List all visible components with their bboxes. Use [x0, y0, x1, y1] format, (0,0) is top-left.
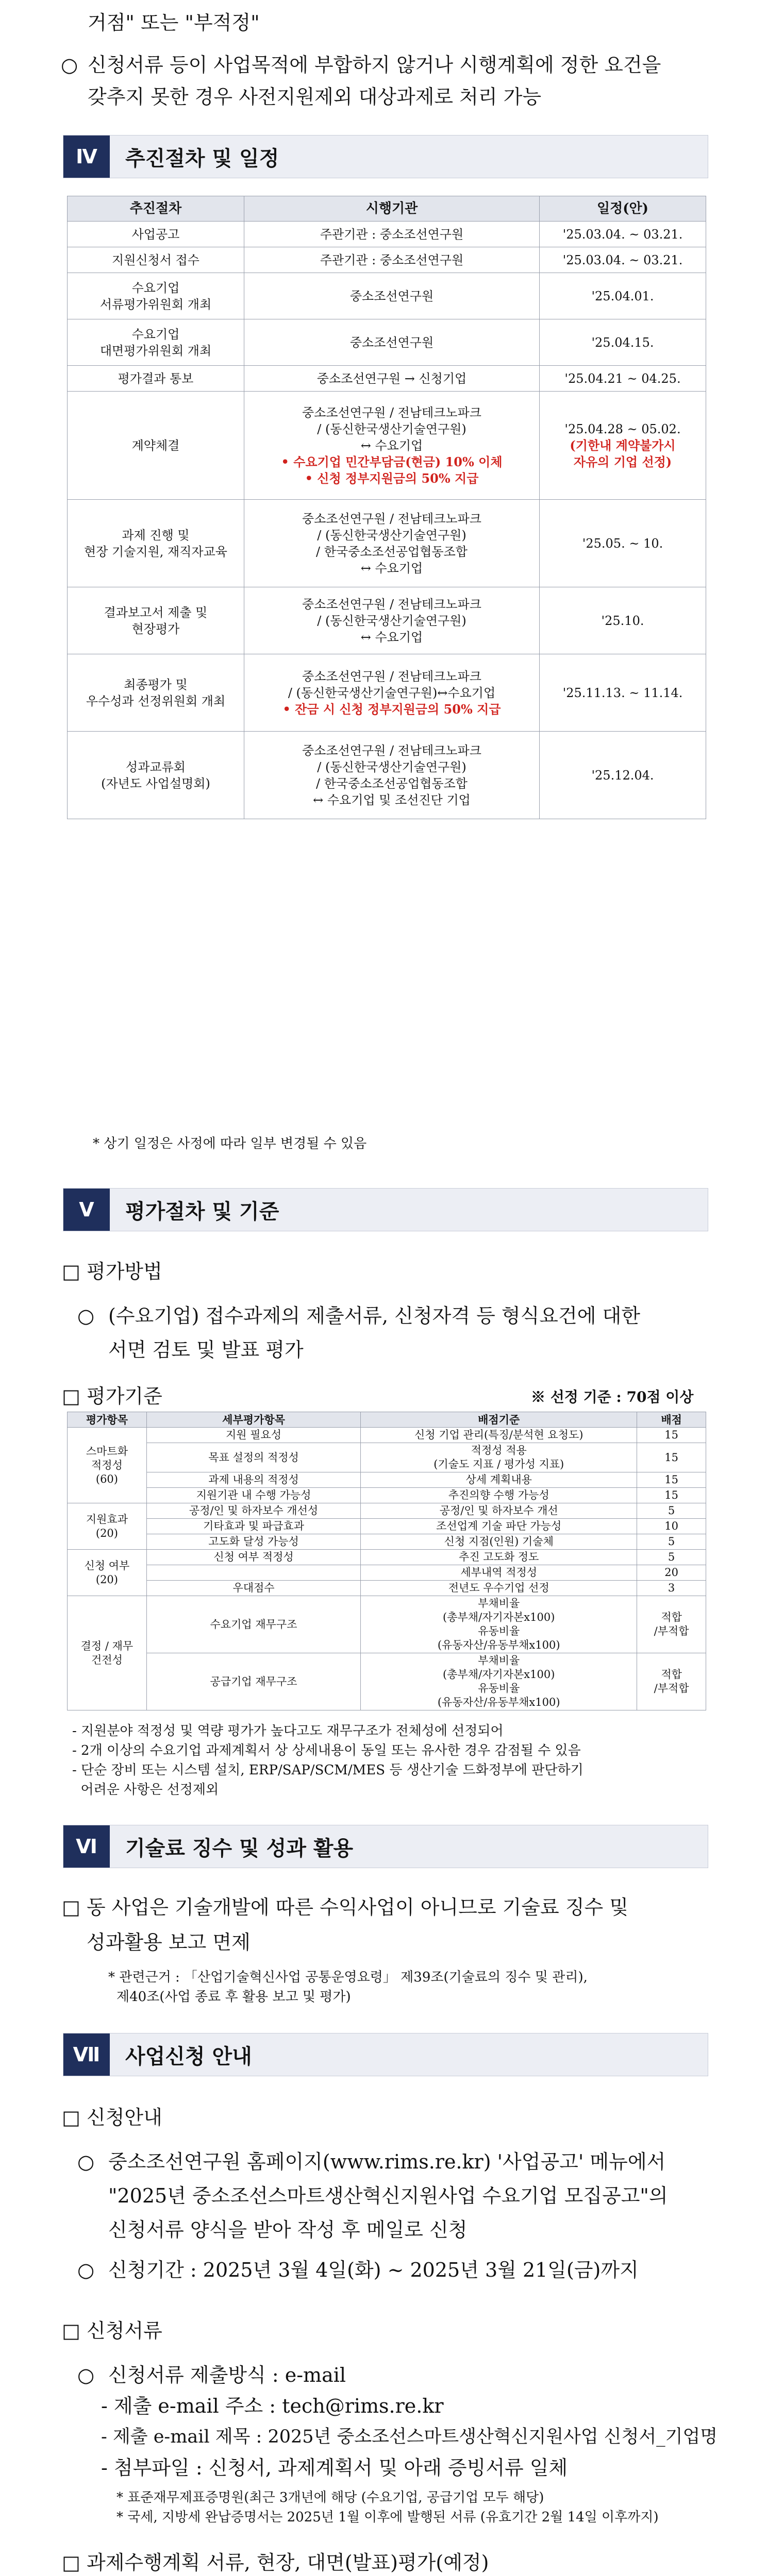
- process-org-line: 중소조선연구원 / 전남테크노파크: [302, 511, 481, 526]
- process-row: [68, 654, 706, 732]
- process-row: [68, 392, 706, 500]
- process-step: 평가결과 통보: [68, 366, 244, 392]
- eval-basis: 신청 기업 관리(특징/분석현 요청도): [361, 1428, 637, 1443]
- eval-basis: 추진의향 수행 가능성: [361, 1488, 637, 1503]
- eval-header-category: 평가항목: [68, 1412, 147, 1428]
- eval-score: 5: [637, 1534, 706, 1550]
- section-number: Ⅶ: [63, 2033, 110, 2076]
- eval-item: 고도화 달성 가능성: [146, 1534, 360, 1550]
- process-date: [540, 654, 706, 732]
- square-bullet: □: [62, 2106, 80, 2129]
- bullet-circle: ○: [61, 54, 78, 76]
- process-org-line: 중소조선연구원 / 전남테크노파크: [302, 597, 481, 612]
- process-org: [244, 247, 540, 273]
- process-org-line: • 잔금 시 신청 정부지원금의 50% 지급: [282, 701, 501, 717]
- process-org-line: ↔ 수요기업: [360, 438, 423, 453]
- schedule-note: * 상기 일정은 사정에 따라 일부 변경될 수 있음: [93, 1136, 367, 1151]
- process-date-line: '25.04.01.: [591, 289, 654, 303]
- eval-note-2: - 2개 이상의 수요기업 과제계획서 상 상세내용이 동일 또는 유사한 경우 감점될 수 있음: [72, 1743, 581, 1758]
- eval-note-1: - 지원분야 적정성 및 역량 평가가 높다고도 재무구조가 전체성에 선정되어: [72, 1723, 504, 1739]
- eval-category: 스마트화 적정성 (60): [68, 1428, 147, 1503]
- process-org-line: / (동신한국생산기술연구원): [317, 759, 466, 774]
- process-step: 수요기업 서류평가위원회 개최: [68, 273, 244, 319]
- process-date: [540, 732, 706, 819]
- eval-row: [68, 1488, 706, 1503]
- eval-item: [146, 1565, 360, 1581]
- eval-row: [68, 1534, 706, 1550]
- process-step: 사업공고: [68, 222, 244, 247]
- circle-bullet: ○: [77, 1304, 95, 1327]
- eval-header-basis: 배점기준: [361, 1412, 637, 1428]
- royalty-text-1: 동 사업은 기술개발에 따른 수익사업이 아니므로 기술료 징수 및: [87, 1896, 629, 1919]
- eval-basis: 신청 지점(인원) 기술체: [361, 1534, 637, 1550]
- criteria-note: ※ 선정 기준 : 70점 이상: [531, 1388, 694, 1405]
- docs-email-subject: - 제출 e-mail 제목 : 2025년 중소조선스마트생산혁신지원사업 신청서_기업명: [101, 2427, 718, 2447]
- eval-basis: 공정/인 및 하자보수 개선: [361, 1503, 637, 1519]
- method-text-2: 서면 검토 및 발표 평가: [108, 1338, 304, 1361]
- process-table: [67, 196, 706, 819]
- process-org: [244, 732, 540, 819]
- process-date-line: '25.04.21 ~ 04.25.: [564, 371, 681, 386]
- eval-item: 과제 내용의 적정성: [146, 1472, 360, 1488]
- process-date: [540, 500, 706, 587]
- method-text-1: (수요기업) 접수과제의 제출서류, 신청자격 등 형식요건에 대한: [108, 1304, 640, 1327]
- docs-note-2: * 국세, 지방세 완납증명서는 2025년 1월 이후에 발행된 서류 (유효기간 2월 14일 이후까지): [116, 2510, 659, 2525]
- process-org: [244, 392, 540, 500]
- process-date-line: '25.10.: [601, 613, 644, 628]
- eval-basis: 부채비율 (총부채/자기자본x100) 유동비율 (유동자산/유동부채x100): [361, 1653, 637, 1710]
- eval-row: [68, 1653, 706, 1710]
- eval-header-score: 배점: [637, 1412, 706, 1428]
- header-step: 추진절차: [68, 196, 244, 222]
- section-vi-header: [63, 1825, 708, 1868]
- process-date: [540, 366, 706, 392]
- eval-basis: 전년도 우수기업 선정: [361, 1581, 637, 1596]
- method-title: 평가방법: [87, 1260, 162, 1283]
- apply-text-2: "2025년 중소조선스마트생산혁신지원사업 수요기업 모집공고"의: [108, 2184, 668, 2207]
- eval-score: 적합 /부적합: [637, 1596, 706, 1653]
- process-org-line: ↔ 수요기업: [360, 630, 423, 645]
- process-org: [244, 222, 540, 247]
- process-org-line: 주관기관 : 중소조선연구원: [320, 227, 464, 242]
- section-v-header: [63, 1188, 708, 1231]
- top-line-3: 갖추지 못한 경우 사전지원제외 대상과제로 처리 가능: [88, 86, 542, 108]
- square-bullet: □: [62, 1385, 80, 1408]
- eval-score: 15: [637, 1488, 706, 1503]
- section-title: 추진절차 및 일정: [125, 146, 279, 171]
- top-line-2: 신청서류 등이 사업목적에 부합하지 않거나 시행계획에 정한 요건을: [88, 54, 661, 76]
- process-row: [68, 587, 706, 654]
- process-date: [540, 247, 706, 273]
- apply-text-3: 신청서류 양식을 받아 작성 후 메일로 신청: [108, 2218, 468, 2241]
- section-title: 사업신청 안내: [125, 2044, 252, 2069]
- process-row: [68, 273, 706, 319]
- eval-basis: 세부내역 적정성: [361, 1565, 637, 1581]
- section-vii-header: [63, 2033, 708, 2076]
- process-org-line: 중소조선연구원 / 전남테크노파크: [302, 743, 481, 758]
- eval-item: 목표 설정의 적정성: [146, 1443, 360, 1472]
- process-org-line: / (동신한국생산기술연구원): [317, 421, 466, 436]
- eval-item: 지원 필요성: [146, 1428, 360, 1443]
- section-title: 평가절차 및 기준: [125, 1199, 279, 1224]
- process-org-line: ↔ 수요기업: [360, 561, 423, 575]
- eval-item: 공정/인 및 하자보수 개선성: [146, 1503, 360, 1519]
- circle-bullet: ○: [77, 2259, 95, 2281]
- apply-period: 신청기간 : 2025년 3월 4일(화) ~ 2025년 3월 21일(금)까지: [108, 2259, 639, 2281]
- process-org-line: / (동신한국생산기술연구원): [317, 528, 466, 543]
- eval-score: 적합 /부적합: [637, 1653, 706, 1710]
- eval-item: 공급기업 재무구조: [146, 1653, 360, 1710]
- eval-score: 15: [637, 1428, 706, 1443]
- royalty-text-2: 성과활용 보고 면제: [87, 1931, 251, 1954]
- section-number: Ⅵ: [63, 1825, 110, 1868]
- process-date-line: '25.03.04. ~ 03.21.: [562, 227, 683, 242]
- process-step: 계약체결: [68, 392, 244, 500]
- eval-note-3: - 단순 장비 또는 시스템 설치, ERP/SAP/SCM/MES 등 생산기술 드화정부에 판단하기: [72, 1762, 583, 1778]
- square-bullet: □: [62, 2319, 80, 2342]
- process-date: [540, 222, 706, 247]
- eval-category: 지원효과 (20): [68, 1503, 147, 1550]
- eval-row: [68, 1565, 706, 1581]
- process-step: 수요기업 대면평가위원회 개최: [68, 319, 244, 366]
- circle-bullet: ○: [77, 2150, 95, 2173]
- process-date-line: '25.12.04.: [591, 768, 654, 783]
- process-org-line: 중소조선연구원: [349, 335, 434, 350]
- eval-row: [68, 1519, 706, 1534]
- process-date: [540, 319, 706, 366]
- process-date: [540, 273, 706, 319]
- royalty-ref-1: * 관련근거 : 「산업기술혁신사업 공통운영요령」 제39조(기술료의 징수 및 관리),: [108, 1970, 588, 1985]
- process-date-line: '25.11.13. ~ 11.14.: [562, 685, 683, 700]
- evaluation-table: [67, 1412, 706, 1710]
- eval-score: 15: [637, 1472, 706, 1488]
- process-date: [540, 587, 706, 654]
- process-step: 최종평가 및 우수성과 선정위원회 개최: [68, 654, 244, 732]
- docs-method: 신청서류 제출방식 : e-mail: [108, 2364, 346, 2386]
- docs-attachments: - 첨부파일 : 신청서, 과제계획서 및 아래 증빙서류 일체: [101, 2456, 568, 2479]
- process-step: 지원신청서 접수: [68, 247, 244, 273]
- eval-plan-title: 과제수행계획 서류, 현장, 대면(발표)평가(예정): [87, 2551, 489, 2574]
- eval-basis: 추진 고도화 정도: [361, 1550, 637, 1565]
- eval-row: [68, 1443, 706, 1472]
- eval-basis: 조선업계 기술 파단 가능성: [361, 1519, 637, 1534]
- process-org: [244, 500, 540, 587]
- section-number: Ⅳ: [63, 135, 110, 178]
- process-date-line: '25.03.04. ~ 03.21.: [562, 252, 683, 267]
- process-row: [68, 319, 706, 366]
- eval-score: 5: [637, 1503, 706, 1519]
- process-org-line: / (동신한국생산기술연구원)↔수요기업: [288, 685, 496, 700]
- docs-email-address: - 제출 e-mail 주소 : tech@rims.re.kr: [101, 2395, 444, 2417]
- eval-basis: 적정성 적용 (기술도 지표 / 평가성 지표): [361, 1443, 637, 1472]
- eval-row: [68, 1596, 706, 1653]
- eval-row: [68, 1428, 706, 1443]
- process-org-line: 중소조선연구원: [349, 289, 434, 303]
- eval-item: 신청 여부 적정성: [146, 1550, 360, 1565]
- eval-item: 지원기관 내 수행 가능성: [146, 1488, 360, 1503]
- process-org-line: 중소조선연구원 → 신청기업: [316, 371, 467, 386]
- apply-text-1: 중소조선연구원 홈페이지(www.rims.re.kr) '사업공고' 메뉴에서: [108, 2150, 666, 2173]
- eval-basis: 상세 계획내용: [361, 1472, 637, 1488]
- process-org-line: 중소조선연구원 / 전남테크노파크: [302, 669, 481, 684]
- eval-basis: 부채비율 (총부채/자기자본x100) 유동비율 (유동자산/유동부채x100): [361, 1596, 637, 1653]
- process-row: [68, 366, 706, 392]
- eval-score: 15: [637, 1443, 706, 1472]
- process-org: [244, 587, 540, 654]
- eval-item: 우대점수: [146, 1581, 360, 1596]
- eval-score: 10: [637, 1519, 706, 1534]
- header-org: 시행기관: [244, 196, 540, 222]
- circle-bullet: ○: [77, 2364, 95, 2386]
- process-step: 과제 진행 및 현장 기술지원, 재직자교육: [68, 500, 244, 587]
- docs-title: 신청서류: [87, 2319, 162, 2342]
- process-date-line: '25.05. ~ 10.: [582, 536, 663, 551]
- eval-note-4: 어려운 사항은 선정제외: [72, 1782, 219, 1798]
- process-org: [244, 273, 540, 319]
- process-row: [68, 500, 706, 587]
- process-date: [540, 392, 706, 500]
- eval-category: 결정 / 재무 건전성: [68, 1596, 147, 1710]
- process-org: [244, 366, 540, 392]
- process-step: 결과보고서 제출 및 현장평가: [68, 587, 244, 654]
- header-date: 일정(안): [540, 196, 706, 222]
- process-date-line: '25.04.28 ~ 05.02.: [564, 421, 681, 436]
- eval-category: 신청 여부 (20): [68, 1550, 147, 1596]
- eval-row: [68, 1472, 706, 1488]
- eval-header-item: 세부평가항목: [146, 1412, 360, 1428]
- eval-item: 수요기업 재무구조: [146, 1596, 360, 1653]
- eval-row: [68, 1550, 706, 1565]
- process-org: [244, 319, 540, 366]
- square-bullet: □: [62, 1260, 80, 1283]
- square-bullet: □: [62, 2551, 80, 2574]
- process-org-line: 주관기관 : 중소조선연구원: [320, 252, 464, 267]
- top-line-1: 거점" 또는 "부적정": [88, 11, 260, 34]
- process-org-line: 중소조선연구원 / 전남테크노파크: [302, 405, 481, 420]
- process-row: [68, 247, 706, 273]
- process-org-line: / 한국중소조선공업협동조합: [316, 544, 468, 559]
- process-org-line: • 수요기업 민간부담금(현금) 10% 이체: [281, 454, 503, 469]
- section-number: Ⅴ: [63, 1189, 110, 1231]
- process-date-line: (기한내 계약불가시: [570, 437, 676, 453]
- process-org-line: / (동신한국생산기술연구원): [317, 613, 466, 628]
- eval-score: 5: [637, 1550, 706, 1565]
- square-bullet: □: [62, 1896, 80, 1919]
- apply-title: 신청안내: [87, 2106, 162, 2129]
- process-date-line: 자유의 기업 선정): [573, 454, 672, 469]
- eval-score: 20: [637, 1565, 706, 1581]
- section-iv-header: [63, 135, 708, 178]
- process-org: [244, 654, 540, 732]
- process-org-line: ↔ 수요기업 및 조선진단 기업: [313, 792, 471, 807]
- process-row: [68, 732, 706, 819]
- docs-note-1: * 표준재무제표증명원(최근 3개년에 해당 (수요기업, 공급기업 모두 해당): [116, 2490, 544, 2505]
- eval-score: 3: [637, 1581, 706, 1596]
- process-org-line: • 신청 정부지원금의 50% 지급: [305, 470, 479, 486]
- criteria-title: 평가기준: [87, 1385, 162, 1408]
- process-org-line: / 한국중소조선공업협동조합: [316, 776, 468, 791]
- eval-row: [68, 1503, 706, 1519]
- royalty-ref-2: 제40조(사업 종료 후 활용 보고 및 평가): [116, 1989, 351, 2005]
- eval-row: [68, 1581, 706, 1596]
- eval-item: 기타효과 및 파급효과: [146, 1519, 360, 1534]
- process-date-line: '25.04.15.: [591, 335, 654, 350]
- process-step: 성과교류회 (자년도 사업설명회): [68, 732, 244, 819]
- section-title: 기술료 징수 및 성과 활용: [125, 1836, 354, 1860]
- process-row: [68, 222, 706, 247]
